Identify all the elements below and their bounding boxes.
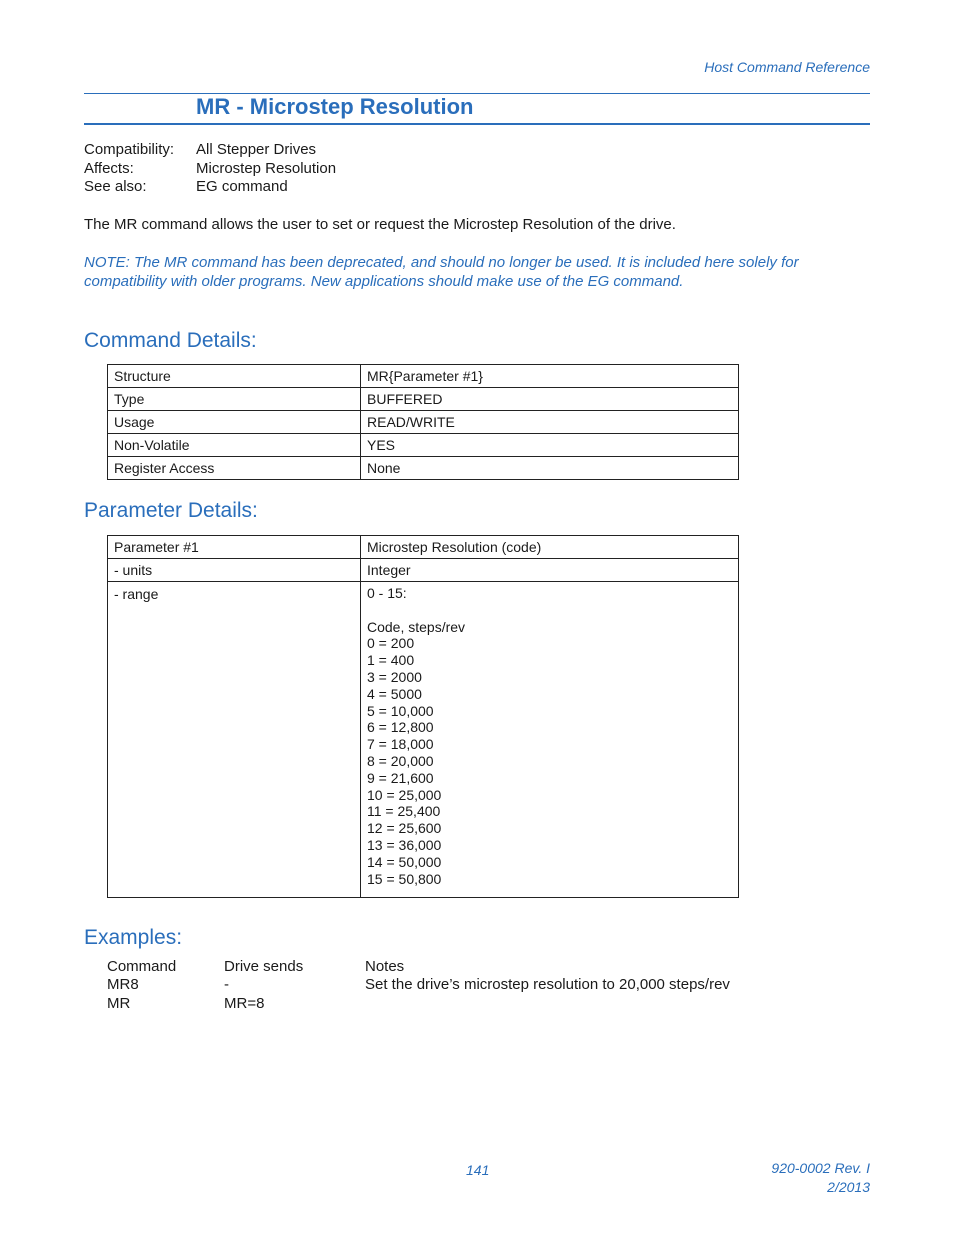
example-drive-sends: - [224, 976, 229, 993]
table-cell-label: Register Access [108, 457, 361, 480]
range-line: 6 = 12,800 [367, 719, 434, 736]
table-cell-value: READ/WRITE [361, 411, 739, 434]
meta-key: Affects: [84, 160, 134, 177]
range-line: 8 = 20,000 [367, 752, 434, 769]
range-line: 12 = 25,600 [367, 820, 442, 837]
table-cell-value: MR{Parameter #1} [361, 365, 739, 388]
table-cell-value: Microstep Resolution (code) [361, 536, 739, 559]
deprecation-note [84, 253, 874, 291]
meta-value: EG command [196, 178, 288, 195]
command-details-table [107, 364, 739, 480]
note-line: NOTE: The MR command has been deprecated, and should no longer be used. It is included here solely for [84, 254, 799, 271]
examples-col-notes: Notes [365, 958, 405, 975]
meta-value: Microstep Resolution [196, 160, 337, 177]
table-cell-value: BUFFERED [361, 388, 739, 411]
examples-col-drive-sends: Drive sends [224, 958, 304, 975]
range-value-list [361, 582, 739, 898]
title-rule [84, 123, 870, 125]
table-row [108, 559, 739, 582]
command-details-heading: Command Details: [84, 329, 257, 352]
table-cell-label: Non-Volatile [108, 434, 361, 457]
range-line: 0 = 200 [367, 635, 415, 652]
table-cell-value: YES [361, 434, 739, 457]
table-row [108, 457, 739, 480]
range-line [367, 602, 732, 619]
table-row [108, 388, 739, 411]
meta-key: See also: [84, 178, 147, 195]
parameter-details-heading: Parameter Details: [84, 499, 258, 522]
page-title: MR - Microstep Resolution [196, 94, 474, 119]
example-command: MR [107, 995, 131, 1012]
running-header: Host Command Reference [704, 59, 870, 75]
table-cell-label: Structure [108, 365, 361, 388]
table-cell-label: Type [108, 388, 361, 411]
range-line: Code, steps/rev [367, 618, 466, 635]
range-line: 14 = 50,000 [367, 853, 442, 870]
range-line: 4 = 5000 [367, 685, 422, 702]
doc-date: 2/2013 [827, 1179, 870, 1195]
range-line: 9 = 21,600 [367, 769, 434, 786]
note-line: compatibility with older programs. New applications should make use of the EG command. [84, 273, 684, 290]
range-line: 13 = 36,000 [367, 836, 442, 853]
table-cell-value: None [361, 457, 739, 480]
table-row [108, 536, 739, 559]
parameter-details-table [107, 535, 739, 898]
doc-number: 920-0002 Rev. I [771, 1160, 870, 1176]
range-line: 10 = 25,000 [367, 786, 442, 803]
document-reference [771, 1159, 870, 1197]
table-row [108, 434, 739, 457]
table-row [108, 411, 739, 434]
table-row [108, 365, 739, 388]
range-line: 7 = 18,000 [367, 736, 434, 753]
range-line: 11 = 25,400 [367, 803, 441, 820]
range-line: 1 = 400 [367, 652, 415, 669]
examples-heading: Examples: [84, 926, 183, 949]
meta-value: All Stepper Drives [196, 141, 317, 158]
examples-col-command: Command [107, 958, 177, 975]
range-line: 3 = 2000 [367, 668, 422, 685]
page-number: 141 [466, 1162, 490, 1178]
range-line: 15 = 50,800 [367, 870, 442, 887]
table-cell-label: Parameter #1 [108, 536, 361, 559]
example-notes: Set the drive’s microstep resolution to 20,000 steps/rev [365, 976, 730, 993]
intro-paragraph: The MR command allows the user to set or request the Microstep Resolution of the drive. [84, 216, 676, 233]
example-drive-sends: MR=8 [224, 995, 265, 1012]
table-cell-value: Integer [361, 559, 739, 582]
table-cell-label: Usage [108, 411, 361, 434]
range-line: 0 - 15: [367, 585, 407, 601]
range-line: 5 = 10,000 [367, 702, 434, 719]
example-command: MR8 [107, 976, 139, 993]
meta-key: Compatibility: [84, 141, 175, 158]
table-cell-label: - units [108, 559, 361, 582]
table-cell-label: - range [108, 582, 361, 898]
table-row [108, 582, 739, 898]
